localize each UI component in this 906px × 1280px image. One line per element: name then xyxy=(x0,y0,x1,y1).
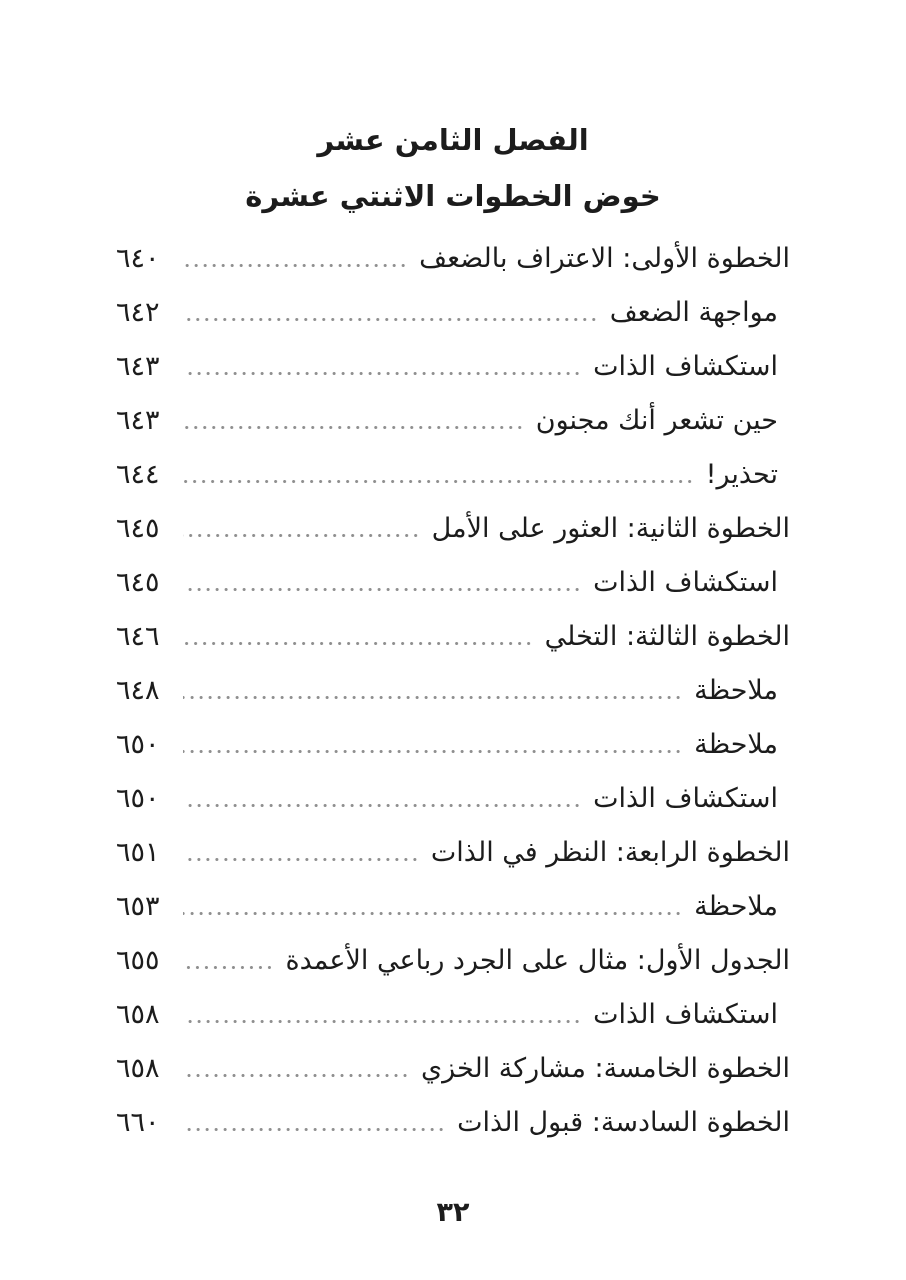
dot-leader xyxy=(183,372,584,375)
toc-entry-page-number: ٦٥٠ xyxy=(116,783,160,814)
toc-entry-title: ملاحظة xyxy=(694,729,778,760)
toc-row xyxy=(116,772,790,826)
toc-entry-page-number: ٦٤٨ xyxy=(116,675,160,706)
toc-row xyxy=(116,232,790,286)
toc-entry-title: الخطوة الأولى: الاعتراف بالضعف xyxy=(419,243,790,274)
toc-entry-page-number: ٦٦٠ xyxy=(116,1107,160,1138)
toc-entry-title: الجدول الأول: مثال على الجرد رباعي الأعمدة xyxy=(285,945,790,976)
toc-row xyxy=(116,826,790,880)
toc-row xyxy=(116,394,790,448)
toc-row xyxy=(116,286,790,340)
dot-leader xyxy=(183,1020,584,1023)
dot-leader xyxy=(183,642,536,645)
toc-entry-page-number: ٦٤٥ xyxy=(116,567,160,598)
dot-leader xyxy=(183,1128,448,1131)
dot-leader xyxy=(183,696,685,699)
toc-entry-title: استكشاف الذات xyxy=(593,783,778,814)
toc-entry-title: الخطوة السادسة: قبول الذات xyxy=(457,1107,790,1138)
dot-leader xyxy=(183,1074,412,1077)
toc-entry-page-number: ٦٥٨ xyxy=(116,1053,160,1084)
toc-entry-title: الخطوة الرابعة: النظر في الذات xyxy=(430,837,790,868)
chapter-subtitle: خوض الخطوات الاثنتي عشرة xyxy=(245,179,661,213)
dot-leader xyxy=(183,480,697,483)
toc-entry-title: استكشاف الذات xyxy=(593,999,778,1030)
toc-entry-title: ملاحظة xyxy=(694,891,778,922)
toc-entry-page-number: ٦٥٠ xyxy=(116,729,160,760)
toc-entry-title: استكشاف الذات xyxy=(593,351,778,382)
toc-row xyxy=(116,556,790,610)
toc-row xyxy=(116,934,790,988)
toc-entry-title: ملاحظة xyxy=(694,675,778,706)
toc-entry-page-number: ٦٤٣ xyxy=(116,351,160,382)
chapter-title: الفصل الثامن عشر xyxy=(317,123,589,157)
toc-entry-page-number: ٦٤٣ xyxy=(116,405,160,436)
dot-leader xyxy=(183,966,276,969)
dot-leader xyxy=(183,804,584,807)
toc-entry-title: الخطوة الخامسة: مشاركة الخزي xyxy=(421,1053,790,1084)
dot-leader xyxy=(183,912,685,915)
toc-row xyxy=(116,448,790,502)
toc-entry-page-number: ٦٥٨ xyxy=(116,999,160,1030)
toc-row xyxy=(116,988,790,1042)
toc-row xyxy=(116,610,790,664)
dot-leader xyxy=(183,588,584,591)
toc-entry-title: الخطوة الثالثة: التخلي xyxy=(544,621,790,652)
toc-entry-page-number: ٦٤٥ xyxy=(116,513,160,544)
toc-entry-page-number: ٦٥٥ xyxy=(116,945,160,976)
toc-entry-page-number: ٦٤٢ xyxy=(116,297,160,328)
toc-row xyxy=(116,664,790,718)
toc-entry-page-number: ٦٥٣ xyxy=(116,891,160,922)
toc-entry-title: تحذير! xyxy=(705,459,778,490)
dot-leader xyxy=(183,750,685,753)
toc-row xyxy=(116,1042,790,1096)
toc-row xyxy=(116,340,790,394)
dot-leader xyxy=(183,426,527,429)
toc-entry-title: استكشاف الذات xyxy=(593,567,778,598)
dot-leader xyxy=(183,264,410,267)
toc-list xyxy=(116,232,790,1150)
folio-page-number: ٣٢ xyxy=(436,1197,470,1228)
toc-entry-page-number: ٦٤٠ xyxy=(116,243,160,274)
dot-leader xyxy=(183,318,601,321)
toc-row xyxy=(116,880,790,934)
toc-entry-title: مواجهة الضعف xyxy=(609,297,778,328)
toc-row xyxy=(116,718,790,772)
toc-entry-page-number: ٦٥١ xyxy=(116,837,160,868)
toc-entry-title: حين تشعر أنك مجنون xyxy=(535,405,778,436)
dot-leader xyxy=(183,858,422,861)
toc-entry-page-number: ٦٤٤ xyxy=(116,459,160,490)
toc-row xyxy=(116,502,790,556)
toc-row xyxy=(116,1096,790,1150)
toc-entry-title: الخطوة الثانية: العثور على الأمل xyxy=(431,513,790,544)
toc-entry-page-number: ٦٤٦ xyxy=(116,621,160,652)
dot-leader xyxy=(183,534,423,537)
